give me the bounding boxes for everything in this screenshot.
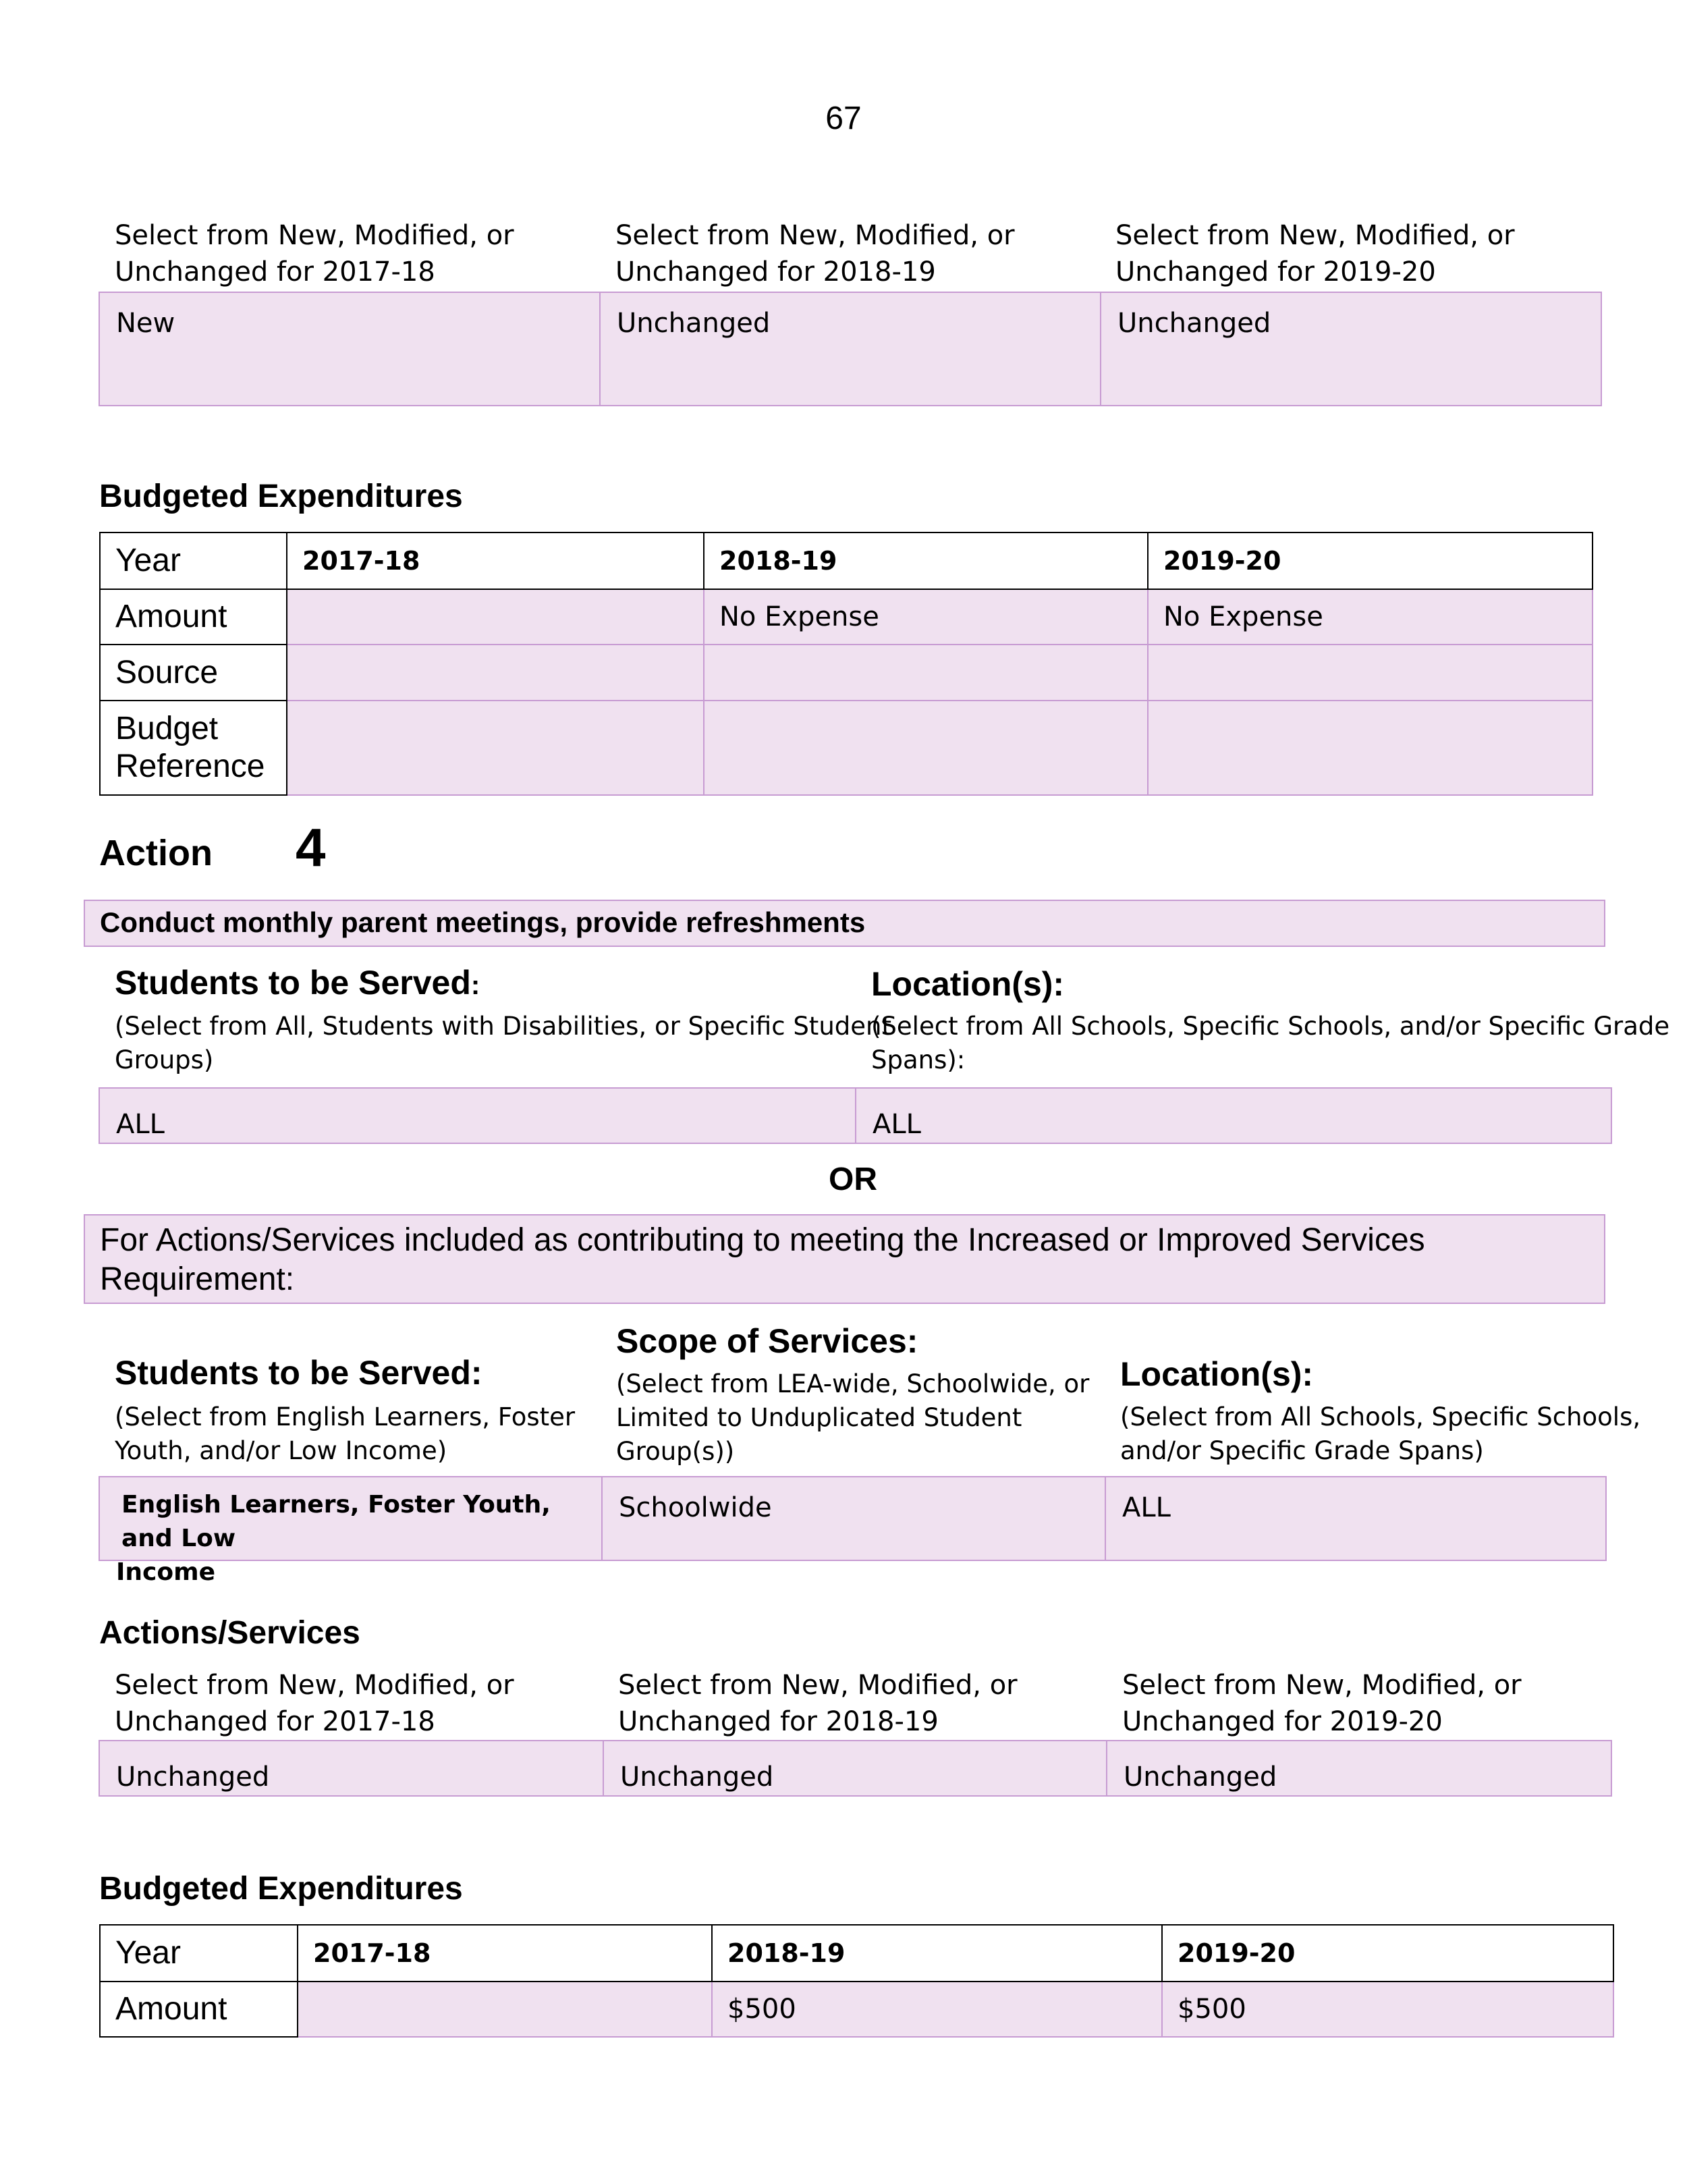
- top-actions-row: [99, 292, 1602, 406]
- budget1-year-2018: 2018-19: [704, 533, 1148, 589]
- or-label: OR: [829, 1162, 877, 1197]
- as-label-2019: [1122, 1667, 1522, 1740]
- budget1-ref-label-line1: Budget: [115, 711, 219, 746]
- increased-services-line2: Requirement:: [100, 1261, 295, 1297]
- as-label-2017-line1: Select from New, Modified, or: [115, 1670, 514, 1701]
- as-value-2017[interactable]: Unchanged: [100, 1741, 604, 1795]
- as-label-2018-line1: Select from New, Modified, or: [618, 1670, 1018, 1701]
- top-value-2017[interactable]: New: [100, 293, 601, 405]
- budget1-table: [99, 532, 1593, 796]
- increased-services-line1: For Actions/Services included as contributing to meeting the Increased or Improved Services: [100, 1222, 1425, 1258]
- served2-location-note-line2: and/or Specific Grade Spans): [1120, 1436, 1484, 1465]
- budget1-year-label: Year: [100, 533, 287, 589]
- as-value-2018[interactable]: Unchanged: [604, 1741, 1107, 1795]
- served1-values-row: [99, 1087, 1612, 1144]
- budget1-source-row: [100, 645, 1593, 701]
- served2-students-heading: Students to be Served:: [115, 1354, 482, 1392]
- served2-scope-value[interactable]: Schoolwide: [603, 1477, 1106, 1560]
- budget2-amount-label: Amount: [100, 1982, 298, 2037]
- top-label-2019-line2: Unchanged for 2019-20: [1115, 256, 1436, 288]
- served1-location-note: [871, 1010, 1669, 1077]
- served2-scope-heading: Scope of Services:: [616, 1322, 918, 1360]
- budget1-year-2017: 2017-18: [287, 533, 704, 589]
- as-label-2019-line1: Select from New, Modified, or: [1122, 1670, 1522, 1701]
- increased-services-box: [84, 1214, 1605, 1304]
- served1-location-value[interactable]: ALL: [873, 1109, 921, 1140]
- budget1-ref-2017[interactable]: [287, 701, 704, 795]
- served1-students-note-line1: (Select from All, Students with Disabilities, or Specific Student: [115, 1012, 891, 1041]
- page-number: 67: [825, 101, 862, 136]
- budget1-amount-2017[interactable]: [287, 589, 704, 645]
- as-label-2019-line2: Unchanged for 2019-20: [1122, 1706, 1443, 1737]
- top-label-2019-line1: Select from New, Modified, or: [1115, 220, 1515, 251]
- budget1-ref-2019[interactable]: [1148, 701, 1593, 795]
- budget1-ref-label-line2: Reference: [115, 748, 265, 784]
- served2-students-value-line2: Income: [116, 1558, 216, 1586]
- budget2-year-label: Year: [100, 1925, 298, 1982]
- served2-students-value-line1: English Learners, Foster Youth, and Low: [121, 1491, 551, 1552]
- served2-students-note-line1: (Select from English Learners, Foster: [115, 1402, 576, 1431]
- top-value-2019[interactable]: Unchanged: [1117, 308, 1271, 339]
- budget2-amount-2019[interactable]: $500: [1162, 1982, 1613, 2037]
- budget1-year-2019: 2019-20: [1148, 533, 1593, 589]
- as-label-2018: [618, 1667, 1018, 1740]
- action-label: Action: [99, 833, 213, 873]
- as-value-2019[interactable]: Unchanged: [1124, 1762, 1277, 1793]
- top-label-2018-line2: Unchanged for 2018-19: [615, 256, 936, 288]
- budget1-source-2018[interactable]: [704, 645, 1148, 701]
- budget1-ref-2018[interactable]: [704, 701, 1148, 795]
- budget1-amount-row: [100, 589, 1593, 645]
- actions-services-title: Actions/Services: [99, 1615, 360, 1651]
- budget1-source-2019[interactable]: [1148, 645, 1593, 701]
- budget2-amount-row: [100, 1982, 1613, 2037]
- served1-students-heading-text: Students to be Served: [115, 964, 471, 1002]
- budget2-year-row: [100, 1925, 1613, 1982]
- budget1-source-label: Source: [100, 645, 287, 701]
- budget1-ref-row: [100, 701, 1593, 795]
- served2-students-value[interactable]: [100, 1477, 603, 1586]
- served2-location-note-line1: (Select from All Schools, Specific Schools,: [1120, 1402, 1641, 1431]
- as-label-2017-line2: Unchanged for 2017-18: [115, 1706, 435, 1737]
- top-label-2017: [115, 217, 514, 290]
- budget2-amount-2018[interactable]: $500: [712, 1982, 1162, 2037]
- top-label-2018-line1: Select from New, Modified, or: [615, 220, 1015, 251]
- as-label-2017: [115, 1667, 514, 1740]
- top-value-2018[interactable]: Unchanged: [601, 293, 1101, 405]
- served2-scope-note-line1: (Select from LEA-wide, Schoolwide, or: [616, 1369, 1090, 1398]
- action-description[interactable]: Conduct monthly parent meetings, provide refreshments: [84, 900, 1605, 947]
- budget2-year-2019: 2019-20: [1162, 1925, 1613, 1982]
- budget2-year-2017: 2017-18: [298, 1925, 712, 1982]
- served2-location-heading: Location(s):: [1120, 1355, 1314, 1393]
- served1-students-note: [115, 1010, 891, 1077]
- budget1-title: Budgeted Expenditures: [99, 479, 463, 514]
- served1-location-note-line2: Spans):: [871, 1045, 966, 1074]
- served2-scope-note-line3: Group(s)): [616, 1437, 735, 1466]
- budget1-source-2017[interactable]: [287, 645, 704, 701]
- top-label-2017-line2: Unchanged for 2017-18: [115, 256, 435, 288]
- served1-students-heading-colon: :: [470, 971, 480, 1000]
- budget1-amount-2018[interactable]: No Expense: [704, 589, 1148, 645]
- served1-students-heading: [115, 963, 480, 1002]
- budget1-amount-2019[interactable]: No Expense: [1148, 589, 1593, 645]
- served2-scope-note-line2: Limited to Unduplicated Student: [616, 1403, 1022, 1432]
- served2-location-note: [1120, 1400, 1640, 1468]
- as-label-2018-line2: Unchanged for 2018-19: [618, 1706, 939, 1737]
- budget1-amount-label: Amount: [100, 589, 287, 645]
- top-label-2019: [1115, 217, 1515, 290]
- actions-services-row: [99, 1740, 1612, 1797]
- served2-students-note: [115, 1400, 575, 1468]
- served1-students-note-line2: Groups): [115, 1045, 214, 1074]
- budget1-year-row: [100, 533, 1593, 589]
- budget2-year-2018: 2018-19: [712, 1925, 1162, 1982]
- action-number: 4: [296, 817, 326, 877]
- budget2-table: [99, 1924, 1614, 2038]
- served2-students-note-line2: Youth, and/or Low Income): [115, 1436, 447, 1465]
- budget1-ref-label: [100, 701, 287, 795]
- served2-scope-note: [616, 1367, 1089, 1469]
- served2-values-row: [99, 1476, 1607, 1586]
- served1-students-value[interactable]: ALL: [100, 1089, 856, 1143]
- served1-location-heading: Location(s):: [871, 965, 1065, 1003]
- budget2-title: Budgeted Expenditures: [99, 1871, 463, 1907]
- served1-location-note-line1: (Select from All Schools, Specific Schools, and/or Specific Grade: [871, 1012, 1670, 1041]
- served2-location-value[interactable]: ALL: [1122, 1492, 1171, 1523]
- top-label-2017-line1: Select from New, Modified, or: [115, 220, 514, 251]
- budget2-amount-2017[interactable]: [298, 1982, 712, 2037]
- top-label-2018: [615, 217, 1015, 290]
